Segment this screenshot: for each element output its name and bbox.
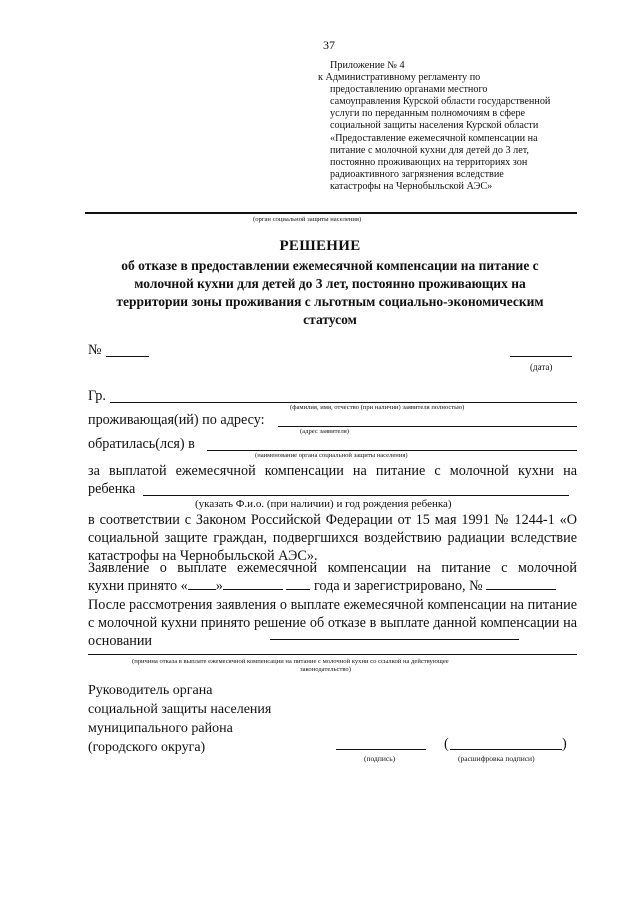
- number-field[interactable]: [106, 355, 149, 357]
- reason-field-inline[interactable]: [270, 638, 519, 640]
- organ-name-field[interactable]: [207, 449, 577, 451]
- signatory-line: социальной защиты населения: [88, 702, 272, 717]
- number-label: №: [88, 342, 102, 358]
- organ-rule: [85, 212, 577, 214]
- appendix-line: услуги по переданным полномочиям в сфере: [330, 108, 526, 120]
- appendix-line: к Административному регламенту по: [318, 72, 481, 84]
- signatory-line: муниципального района: [88, 721, 233, 736]
- document-title: РЕШЕНИЕ: [279, 238, 361, 254]
- appendix-line: Приложение № 4: [330, 60, 405, 71]
- signatory-line: (городского округа): [88, 740, 206, 755]
- fio-caption: (фамилия, имя, отчество (при наличии) заявителя полностью): [290, 404, 465, 411]
- appendix-line: питание с молочной кухни для детей до 3 лет,: [330, 144, 529, 156]
- organ-caption: (орган социальной защиты населения): [253, 216, 362, 223]
- reason-caption: (причина отказа в выплате ежемесячной компенсации на питание с молочной кухни со ссылкой на действующее: [132, 658, 449, 665]
- reason-caption-2: законодательство): [300, 666, 351, 673]
- close-paren: ): [562, 736, 567, 752]
- signatory-line: Руководитель органа: [88, 683, 213, 698]
- statement-line: Заявление о выплате ежемесячной компенсации на питание с молочной: [88, 560, 577, 576]
- payment-line: за выплатой ежемесячной компенсации на питание с молочной кухни на: [88, 463, 577, 479]
- appendix-line: «Предоставление ежемесячной компенсации на: [330, 132, 538, 144]
- signatory-title: [88, 681, 271, 757]
- appendix-line: радиоактивного загрязнения вследствие: [330, 168, 504, 180]
- organ-name-caption: (наименование органа социальной защиты населения): [255, 452, 408, 459]
- decode-caption: (расшифровка подписи): [458, 754, 535, 763]
- date-field[interactable]: [510, 355, 572, 357]
- signature-field[interactable]: [336, 748, 426, 750]
- year-field[interactable]: [286, 578, 310, 590]
- decode-field[interactable]: [450, 748, 562, 750]
- appendix-line: постоянно проживающих на территориях зон: [330, 156, 528, 168]
- child-caption: (указать Ф.и.о. (при наличии) и год рождения ребенка): [195, 498, 452, 510]
- month-field[interactable]: [223, 578, 283, 590]
- address-label: проживающая(ий) по адресу:: [88, 412, 265, 428]
- address-field[interactable]: [278, 425, 577, 427]
- page-number: 37: [323, 38, 335, 52]
- open-paren: (: [444, 736, 449, 752]
- gr-label: Гр.: [88, 388, 106, 404]
- date-caption: (дата): [530, 362, 553, 372]
- address-caption: (адрес заявителя): [300, 428, 349, 435]
- appendix-block: [318, 60, 578, 193]
- law-text: в соответствии с Законом Российской Федерации от 15 мая 1991 № 1244-1 «О социальной защите граждан, подвергшихся воздействию радиации вследствие катастрофы на Чернобыльской АЭС».: [88, 512, 577, 564]
- accepted-label: кухни принято «: [88, 578, 188, 594]
- registration-number-field[interactable]: [486, 578, 556, 590]
- child-field[interactable]: [143, 494, 569, 496]
- appendix-line: предоставлению органами местного: [330, 84, 488, 96]
- appendix-line: самоуправления Курской области государственной: [330, 96, 551, 108]
- document-subtitle: об отказе в предоставлении ежемесячной компенсации на питание с молочной кухни для детей до 3 лет, постоянно проживающих на территории зоны проживания с льготным социально-экономическим статусом: [116, 258, 544, 327]
- applied-label: обратилась(лся) в: [88, 436, 195, 452]
- quote-close: »: [215, 578, 223, 594]
- decision-text: После рассмотрения заявления о выплате ежемесячной компенсации на питание с молочной кухни принято решение об отказе в выплате данной компенсации на основании: [88, 597, 577, 649]
- signature-caption: (подпись): [364, 754, 396, 763]
- day-field[interactable]: [188, 578, 216, 590]
- statement-accepted: [88, 578, 556, 595]
- registered-label: года и зарегистрировано, №: [313, 578, 483, 594]
- fio-field[interactable]: [110, 401, 577, 403]
- child-label: ребенка: [88, 481, 136, 497]
- appendix-line: катастрофы на Чернобыльской АЭС»: [330, 180, 493, 192]
- appendix-line: социальной защиты населения Курской области: [330, 120, 539, 132]
- reason-rule[interactable]: [88, 654, 577, 655]
